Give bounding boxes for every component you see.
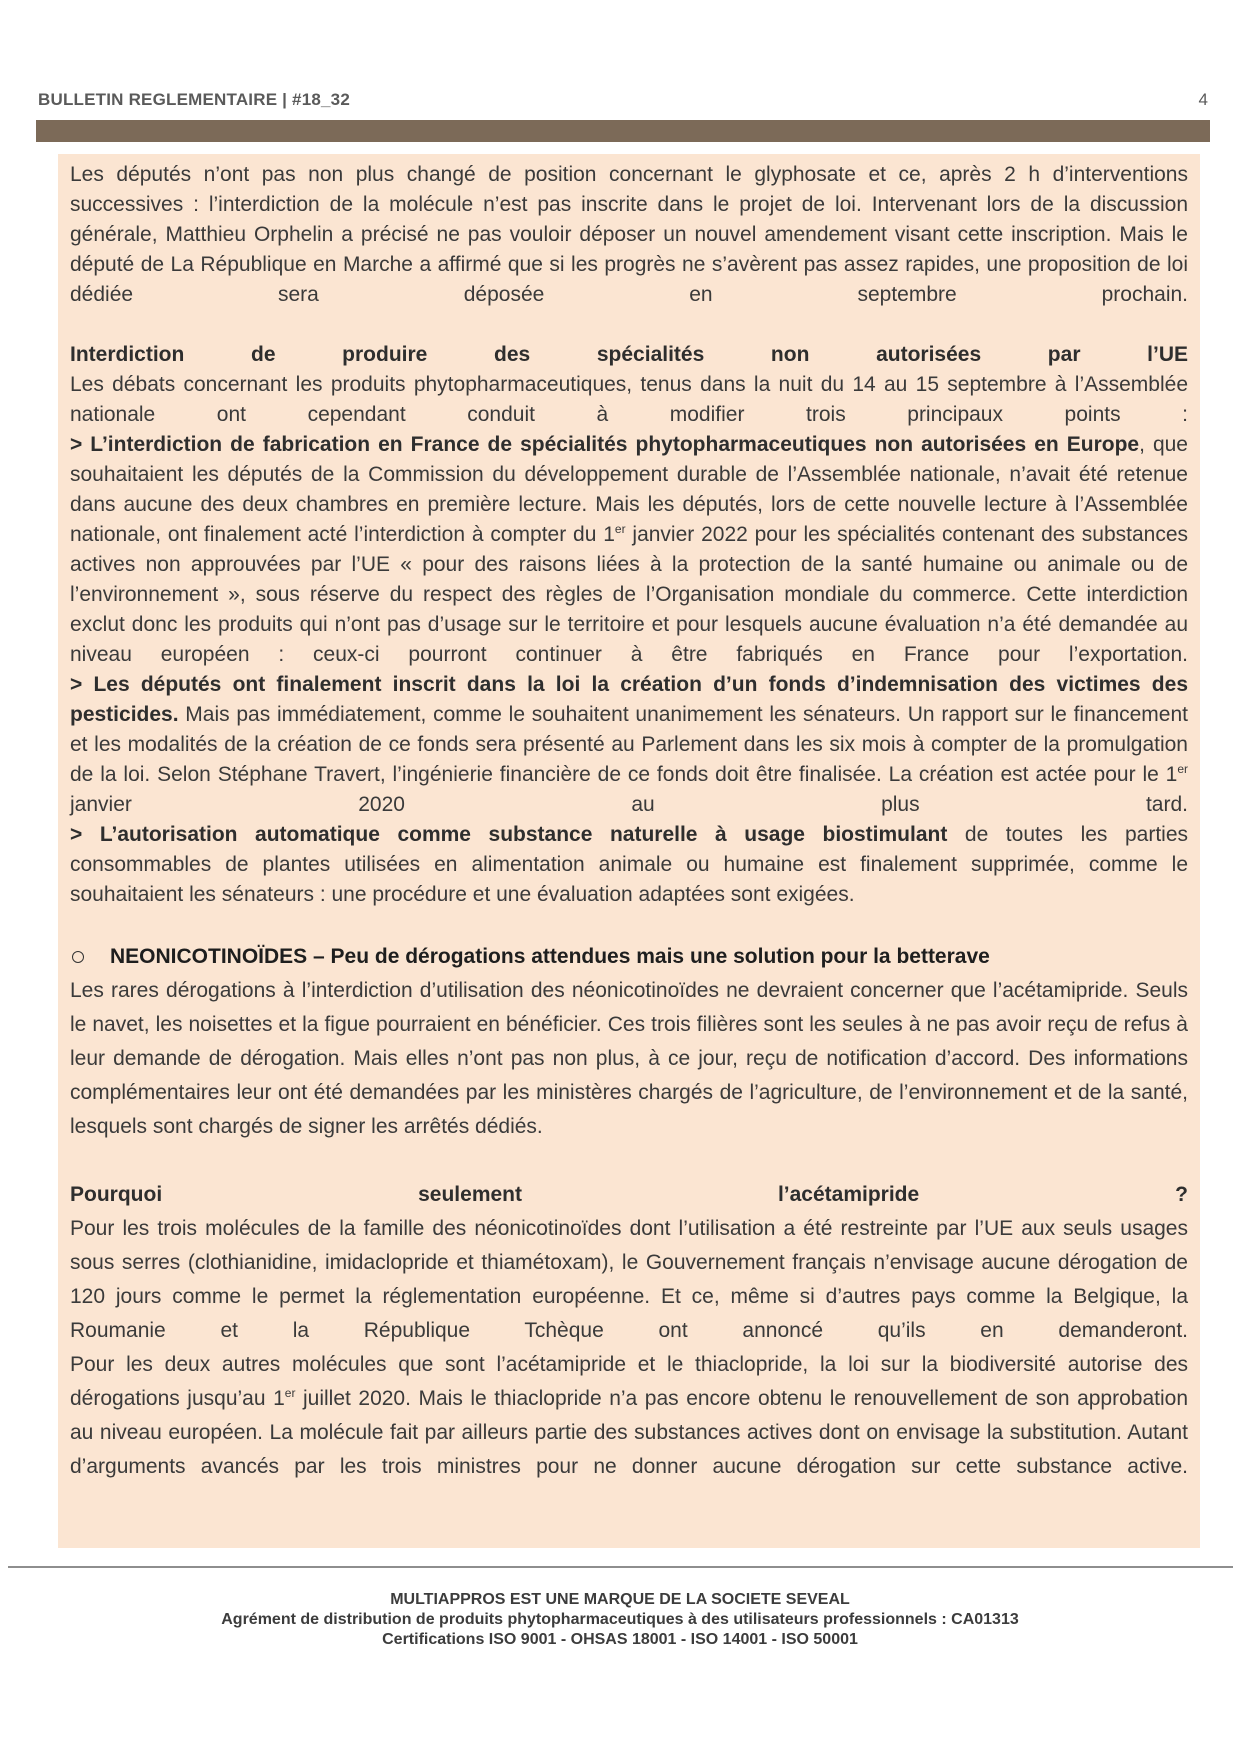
specialites-intro: Les débats concernant les produits phytopharmaceutiques, tenus dans la nuit du 14 au 15 septembre à l’Assemblée nationale ont cependant conduit à modifier trois principaux points : [70, 373, 1188, 426]
header-bar [36, 120, 1210, 142]
bulletin-title: BULLETIN REGLEMENTAIRE | #18_32 [38, 90, 350, 109]
point-fonds-bold: > Les députés ont finalement inscrit dans la loi la création d’un fonds d’indemnisation des victimes des pesticides. [70, 673, 1188, 726]
point-biostimulant-bold: > L’autorisation automatique comme substance naturelle à usage biostimulant [70, 823, 948, 846]
neonicotinoides-paragraph: Les rares dérogations à l’interdiction d’utilisation des néonicotinoïdes ne devraient concerner que l’acétamipride. Seuls le navet, les noisettes et la figue pourraient en bénéficier. Ces trois filières sont les seules à ne pas avoir reçu de refus à leur demande de dérogation. Mais elles n’ont pas non plus, à ce jour, reçu de notification d’accord. Des informations complémentaires leur ont été demandées par les ministères chargés de l’agriculture, de l’environnement et de la santé, lesquels sont chargés de signer les arrêtés dédiés. [70, 979, 1188, 1138]
specialites-heading: Interdiction de produire des spécialités non autorisées par l’UE [70, 343, 1188, 366]
circle-bullet-icon [72, 951, 84, 963]
point-fonds-text-a: Mais pas immédiatement, comme le souhaitent unanimement les sénateurs. Un rapport sur le financement et les modalités de la création de ce fonds sera présenté au Parlement dans les six mois à compter de la promulgation de la loi. Selon Stéphane Travert, l’ingénierie financière de ce fonds doit être finalisée. La création est actée pour le 1 [70, 703, 1188, 786]
point-fonds-sup: er [1177, 762, 1188, 776]
acetamipride-heading: Pourquoi seulement l’acétamipride ? [70, 1183, 1188, 1206]
page-number: 4 [1198, 90, 1208, 109]
neonicotinoides-section-title [70, 940, 1188, 974]
point-fonds-text-b: janvier 2020 au plus tard. [70, 793, 1188, 816]
acetamipride-block [70, 1178, 1188, 1484]
point-fonds [70, 670, 1188, 820]
glyphosate-paragraph: Les députés n’ont pas non plus changé de position concernant le glyphosate et ce, après 2 h d’interventions successives : l’interdiction de la molécule n’est pas inscrite dans le projet de loi. Intervenant lors de la discussion générale, Matthieu Orphelin a précisé ne pas vouloir déposer un nouvel amendement visant cette inscription. Mais le député de La République en Marche a affirmé que si les progrès ne s’avèrent pas assez rapides, une proposition de loi dédiée sera déposée en septembre prochain. [70, 163, 1188, 306]
acetamipride-p2-sup: er [284, 1386, 296, 1400]
point-fabrication-text-b: janvier 2022 pour les spécialités contenant des substances actives non approuvées par l’UE « pour des raisons liées à la protection de la santé humaine ou animale ou de l’environnement », sous réserve du respect des règles de l’Organisation mondiale du commerce. Cette interdiction exclut donc les produits qui n’ont pas d’usage sur le territoire et pour lesquels aucune évaluation n’a été demandée au niveau européen : ceux-ci pourront continuer à être fabriqués en France pour l’exportation. [70, 523, 1188, 666]
point-biostimulant [70, 820, 1188, 910]
acetamipride-p2-text-b: juillet 2020. Mais le thiaclopride n’a pas encore obtenu le renouvellement de son approbation au niveau européen. La molécule fait par ailleurs partie des substances actives dont on envisage la substitution. Autant d’arguments avancés par les trois ministres pour ne donner aucune dérogation sur cette substance active. [70, 1387, 1188, 1478]
neonicotinoides-block [70, 940, 1188, 1144]
point-fabrication-bold: > L’interdiction de fabrication en France de spécialités phytopharmaceutiques non autorisées en Europe [70, 433, 1140, 456]
glyphosate-block [70, 160, 1188, 310]
footer-agrement: Agrément de distribution de produits phytopharmaceutiques à des utilisateurs professionnels : CA01313 [221, 1611, 1019, 1628]
acetamipride-p2-text-a: Pour les deux autres molécules que sont l’acétamipride et le thiaclopride, la loi sur la biodiversité autorise des dérogations jusqu’au 1 [70, 1353, 1188, 1410]
specialites-block [70, 340, 1188, 910]
point-fabrication-sup: er [614, 522, 626, 536]
point-fabrication-text-a: , que souhaitaient les députés de la Commission du développement durable de l’Assemblée nationale, n’avait été retenue dans aucune des deux chambres en première lecture. Mais les députés, lors de cette nouvelle lecture à l’Assemblée nationale, ont finalement acté l’interdiction à compter du 1 [70, 433, 1188, 546]
footer-company: MULTIAPPROS EST UNE MARQUE DE LA SOCIETE SEVEAL [390, 1591, 850, 1608]
footer-divider [8, 1566, 1233, 1568]
point-biostimulant-text: de toutes les parties consommables de plantes utilisées en alimentation animale ou humaine est finalement supprimée, comme le souhaitaient les sénateurs : une procédure et une évaluation adaptées sont exigées. [70, 823, 1188, 906]
acetamipride-paragraph-1: Pour les trois molécules de la famille des néonicotinoïdes dont l’utilisation a été restreinte par l’UE aux seuls usages sous serres (clothianidine, imidaclopride et thiamétoxam), le Gouvernement français n’envisage aucune dérogation de 120 jours comme le permet la réglementation européenne. Et ce, même si d’autres pays comme la Belgique, la Roumanie et la République Tchèque ont annoncé qu’ils en demanderont. [70, 1217, 1188, 1342]
page-header [38, 90, 1208, 116]
point-fabrication [70, 430, 1188, 670]
content-panel [58, 154, 1200, 1548]
footer-certifications: Certifications ISO 9001 - OHSAS 18001 - ISO 14001 - ISO 50001 [382, 1631, 858, 1648]
acetamipride-paragraph-2 [70, 1348, 1188, 1484]
neonicotinoides-title-text: NEONICOTINOÏDES – Peu de dérogations attendues mais une solution pour la betterave [110, 945, 990, 968]
page-footer [0, 1590, 1240, 1650]
